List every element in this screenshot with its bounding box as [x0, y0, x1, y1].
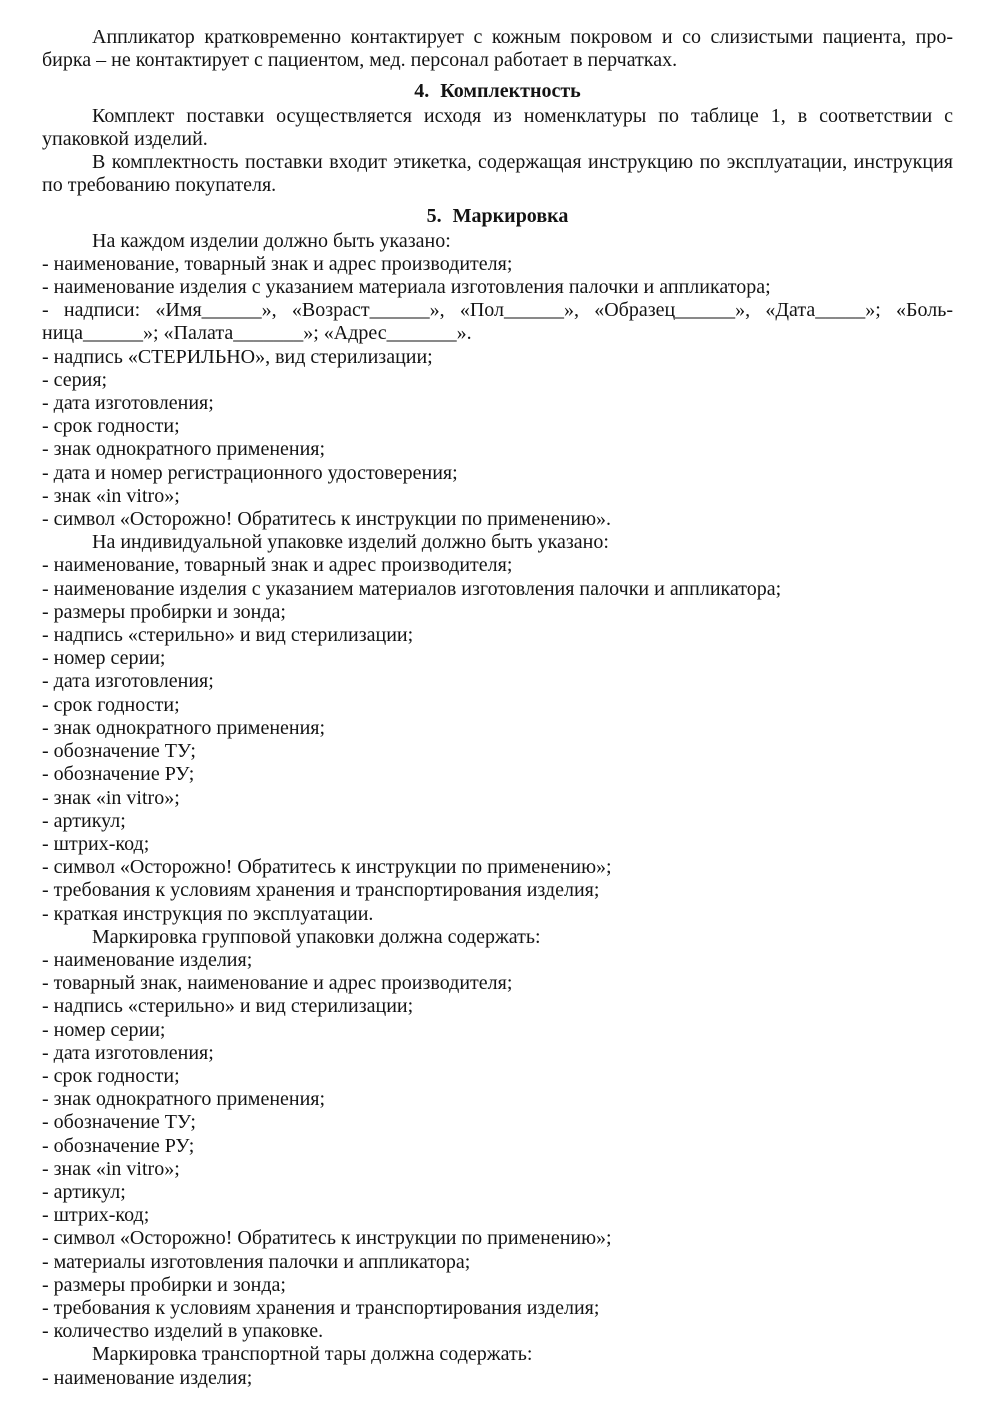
section-heading [42, 80, 953, 103]
list-item: - наименование, товарный знак и адрес производителя; [42, 554, 513, 577]
list-item: - наименование, товарный знак и адрес производителя; [42, 252, 513, 275]
list-item: - срок годности; [42, 415, 180, 438]
list-item: - товарный знак, наименование и адрес производителя; [42, 972, 513, 995]
list-item: - срок годности; [42, 693, 180, 716]
paragraph [42, 26, 953, 72]
list-item [42, 299, 953, 345]
paragraph: На индивидуальной упаковке изделий должно быть указано: [92, 531, 609, 554]
text-line: упаковкой изделий. [42, 127, 208, 150]
document-body [42, 26, 953, 1390]
text-line: ница______»; «Палата_______»; «Адрес_______». [42, 322, 472, 345]
text-line: - надписи: «Имя______», «Возраст______», «Пол______», «Образец______», «Дата_____»; «Боль- [42, 299, 953, 322]
list-item: - знак «in vitro»; [42, 484, 180, 507]
list-item: - обозначение ТУ; [42, 740, 196, 763]
list-item: - срок годности; [42, 1064, 180, 1087]
list-item: - символ «Осторожно! Обратитесь к инструкции по применению». [42, 508, 612, 531]
list-item: - знак однократного применения; [42, 716, 326, 739]
list-item: - количество изделий в упаковке. [42, 1320, 324, 1343]
section-number: 5. [426, 205, 442, 228]
paragraph: Маркировка групповой упаковки должна содержать: [92, 925, 541, 948]
list-item: - номер серии; [42, 647, 166, 670]
list-item: - штрих-код; [42, 832, 150, 855]
list-item: - размеры пробирки и зонда; [42, 1273, 286, 1296]
text-line: В комплектность поставки входит этикетка, содержащая инструкцию по эксплуатации, инструкция [92, 151, 953, 174]
section-title: Комплектность [440, 80, 581, 103]
list-item: - надпись «СТЕРИЛЬНО», вид стерилизации; [42, 345, 433, 368]
list-item: - знак однократного применения; [42, 1088, 326, 1111]
list-item: - артикул; [42, 1180, 126, 1203]
list-item: - знак однократного применения; [42, 438, 326, 461]
list-item: - штрих-код; [42, 1204, 150, 1227]
list-item: - обозначение РУ; [42, 1134, 195, 1157]
list-item: - обозначение РУ; [42, 763, 195, 786]
paragraph: Маркировка транспортной тары должна содержать: [92, 1343, 533, 1366]
list-item: - серия; [42, 368, 108, 391]
list-item: - наименование изделия; [42, 948, 253, 971]
paragraph: На каждом изделии должно быть указано: [92, 229, 451, 252]
section-title: Маркировка [452, 205, 569, 228]
list-item: - дата изготовления; [42, 1041, 214, 1064]
list-item: - знак «in vitro»; [42, 1157, 180, 1180]
text-line: Аппликатор кратковременно контактирует с кожным покровом и со слизистыми пациента, про- [92, 26, 953, 48]
list-item: - надпись «стерильно» и вид стерилизации; [42, 995, 414, 1018]
list-item: - краткая инструкция по эксплуатации. [42, 902, 374, 925]
list-item: - требования к условиям хранения и транспортирования изделия; [42, 1296, 600, 1319]
section-heading [42, 205, 953, 228]
paragraph [42, 151, 953, 197]
list-item: - дата изготовления; [42, 670, 214, 693]
paragraph [42, 105, 953, 151]
list-item: - артикул; [42, 809, 126, 832]
text-line: Комплект поставки осуществляется исходя из номенклатуры по таблице 1, в соответствии с [92, 104, 953, 127]
list-item: - наименование изделия с указанием материала изготовления палочки и аппликатора; [42, 276, 771, 299]
text-line: по требованию покупателя. [42, 174, 277, 197]
list-item: - наименование изделия; [42, 1366, 253, 1389]
list-item: - обозначение ТУ; [42, 1111, 196, 1134]
list-item: - символ «Осторожно! Обратитесь к инструкции по применению»; [42, 856, 612, 879]
list-item: - материалы изготовления палочки и аппликатора; [42, 1250, 471, 1273]
list-item: - наименование изделия с указанием материалов изготовления палочки и аппликатора; [42, 577, 782, 600]
list-item: - дата изготовления; [42, 392, 214, 415]
list-item: - дата и номер регистрационного удостоверения; [42, 461, 458, 484]
list-item: - номер серии; [42, 1018, 166, 1041]
list-item: - размеры пробирки и зонда; [42, 600, 286, 623]
list-item: - надпись «стерильно» и вид стерилизации; [42, 624, 414, 647]
section-number: 4. [414, 80, 430, 103]
list-item: - знак «in vitro»; [42, 786, 180, 809]
text-line: бирка – не контактирует с пациентом, мед. персонал работает в перчатках. [42, 49, 678, 72]
list-item: - требования к условиям хранения и транспортирования изделия; [42, 879, 600, 902]
list-item: - символ «Осторожно! Обратитесь к инструкции по применению»; [42, 1227, 612, 1250]
